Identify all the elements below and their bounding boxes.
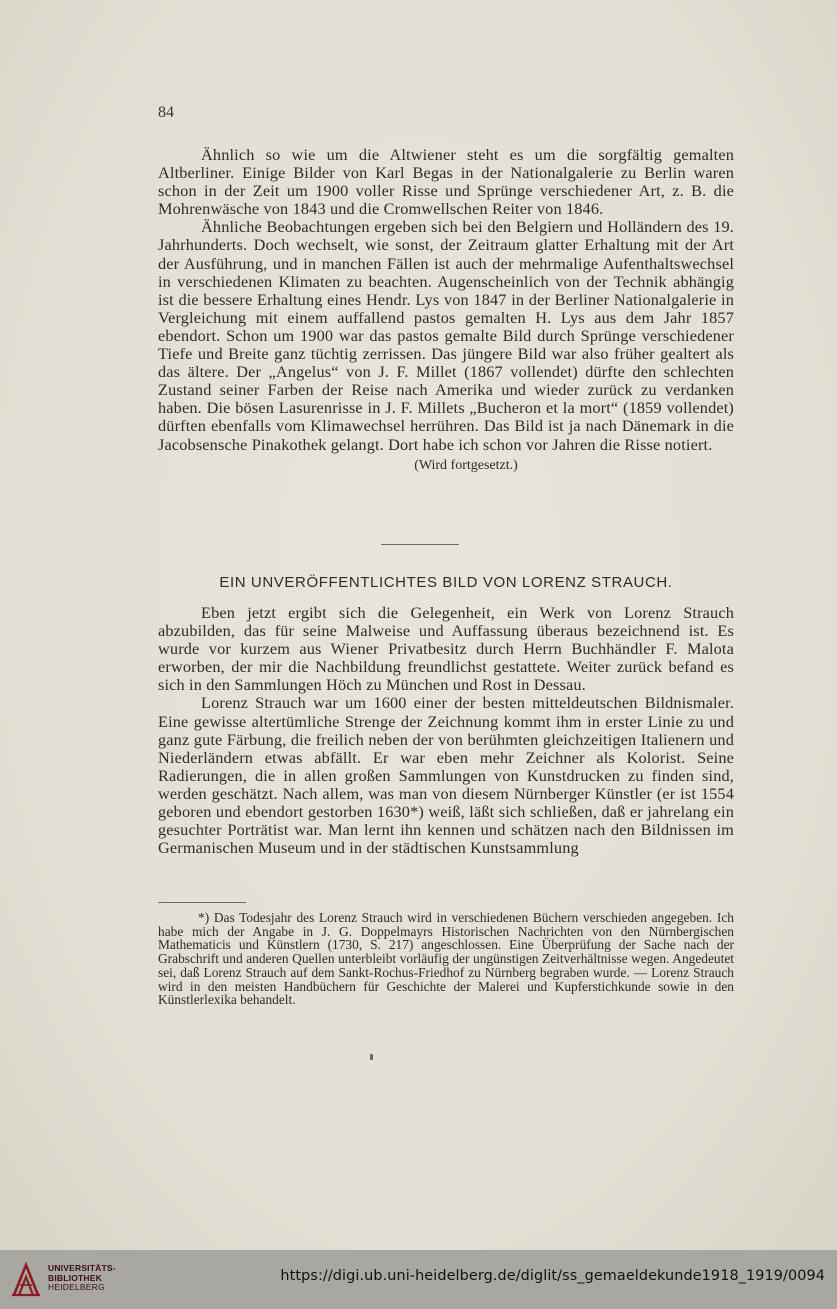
continued-note: (Wird fortgesetzt.) [414, 457, 518, 473]
paragraph: Eben jetzt ergibt sich die Gelegenheit, ein Werk von Lorenz Strauch abzubilden, das für seine Malweise und Auffassung überaus bezeichnend ist. Es wurde vor kurzem aus Wiener Privatbesitz durch Herrn Buchhändler F. Malota erworben, der mir die Nachbildung freundlichst gestattete. Weiter zurück befand es sich in den Sammlungen Höch zu München und Rost in Dessau. [158, 603, 734, 695]
library-name-line: HEIDELBERG [48, 1282, 105, 1292]
footnote-text: *) Das Todesjahr des Lorenz Strauch wird in verschiedenen Büchern verschieden angegeben. Ich habe mich der Angabe in J. G. Doppelmayrs Historischen Nachrichten von den Nürnbergischen Mathematicis und Künstlern (1730, S. 217) angeschlossen. Eine Überprüfung der Sache nach der Grabschrift und anderen Quellen unterbleibt vorläufig der ungünstigen Zeitverhältnisse wegen. Angedeutet sei, daß Lorenz Strauch auf dem Sankt-Rochus-Friedhof zu Nürnberg begraben wurde. — Lorenz Strauch wird in den meisten Handbüchern für Geschichte der Malerei und Kupferstichkunde sowie in den Künstlerlexika behandelt. [158, 910, 734, 1008]
library-name[interactable] [48, 1264, 116, 1293]
article-body [158, 604, 734, 857]
paragraph: Ähnliche Beobachtungen ergeben sich bei den Belgiern und Holländern des 19. Jahrhunderts. Doch wechselt, wie sonst, der Zeitraum glatter Erhaltung mit der Art der Ausführung, und in manchen Fällen ist auch der mehrmalige Aufenthaltswechsel in verschiedenen Klimaten zu beachten. Augenscheinlich von der Technik abhängig ist die bessere Erhaltung eines Hendr. Lys von 1847 in der Berliner Nationalgalerie in Vergleichung mit einem auffallend pastos gemalten H. Lys aus dem Jahr 1857 ebendort. Schon um 1900 war das pastos gemalte Bild durch Sprünge verschiedener Tiefe und Breite ganz tüchtig zerrissen. Das jüngere Bild war also früher gealtert als das ältere. Der „Angelus“ von J. F. Millet (1867 vollendet) dürfte den schlechten Zustand seiner Farben der Reise nach Amerika und wieder zurück zu verdanken haben. Die bösen Lasurenrisse in J. F. Millets „Bucheron et la mort“ (1859 vollendet) dürften ebenfalls vom Klimawechsel herrühren. Das Bild ist ja nach Dänemark in die Jacobsensche Pinakothek gelangt. Dort habe ich schon vor Jahren die Risse notiert. [158, 217, 734, 454]
article-heading: EIN UNVERÖFFENTLICHTES BILD VON LORENZ STRAUCH. [219, 574, 673, 591]
page-mark [370, 1054, 373, 1060]
viewer-footer [0, 1250, 837, 1309]
library-name-line: UNIVERSITÄTS- [48, 1263, 116, 1273]
section-divider [381, 544, 459, 545]
permalink-url[interactable]: https://digi.ub.uni-heidelberg.de/diglit/ss_gemaeldekunde1918_1919/0094 [280, 1268, 825, 1284]
paragraph: Lorenz Strauch war um 1600 einer der besten mitteldeutschen Bildnismaler. Eine gewisse altertümliche Strenge der Zeichnung kommt ihm in erster Linie zu und ganz gute Färbung, die freilich neben der von berühmten gleichzeitigen Italienern und Niederländern etwas abfällt. Er war eben mehr Zeichner als Kolorist. Seine Radierungen, die in allen großen Sammlungen von Kunstdrucken zu finden sind, werden geschätzt. Nach allem, was man von diesem Nürnberger Künstler (er ist 1554 geboren und ebendort gestorben 1630*) weiß, läßt sich schließen, daß er jahrelang ein gesuchter Porträtist war. Man lernt ihn kennen und schätzen nach den Bildnissen im Germanischen Museum und in der städtischen Kunstsammlung [158, 693, 734, 858]
page-number: 84 [158, 104, 174, 121]
library-name-line: BIBLIOTHEK [48, 1272, 102, 1283]
article-continuation [158, 146, 734, 474]
footnote [158, 911, 734, 1007]
footnote-divider [158, 902, 246, 903]
university-library-seal-icon[interactable] [10, 1261, 42, 1299]
paragraph: Ähnlich so wie um die Altwiener steht es um die sorgfältig gemalten Altberliner. Einige Bilder von Karl Begas in der Nationalgalerie zu Berlin waren schon in der Zeit um 1900 voller Risse und Sprünge verschiedener Art, z. B. die Mohrenwäsche von 1843 und die Cromwellschen Reiter von 1846. [158, 145, 734, 219]
